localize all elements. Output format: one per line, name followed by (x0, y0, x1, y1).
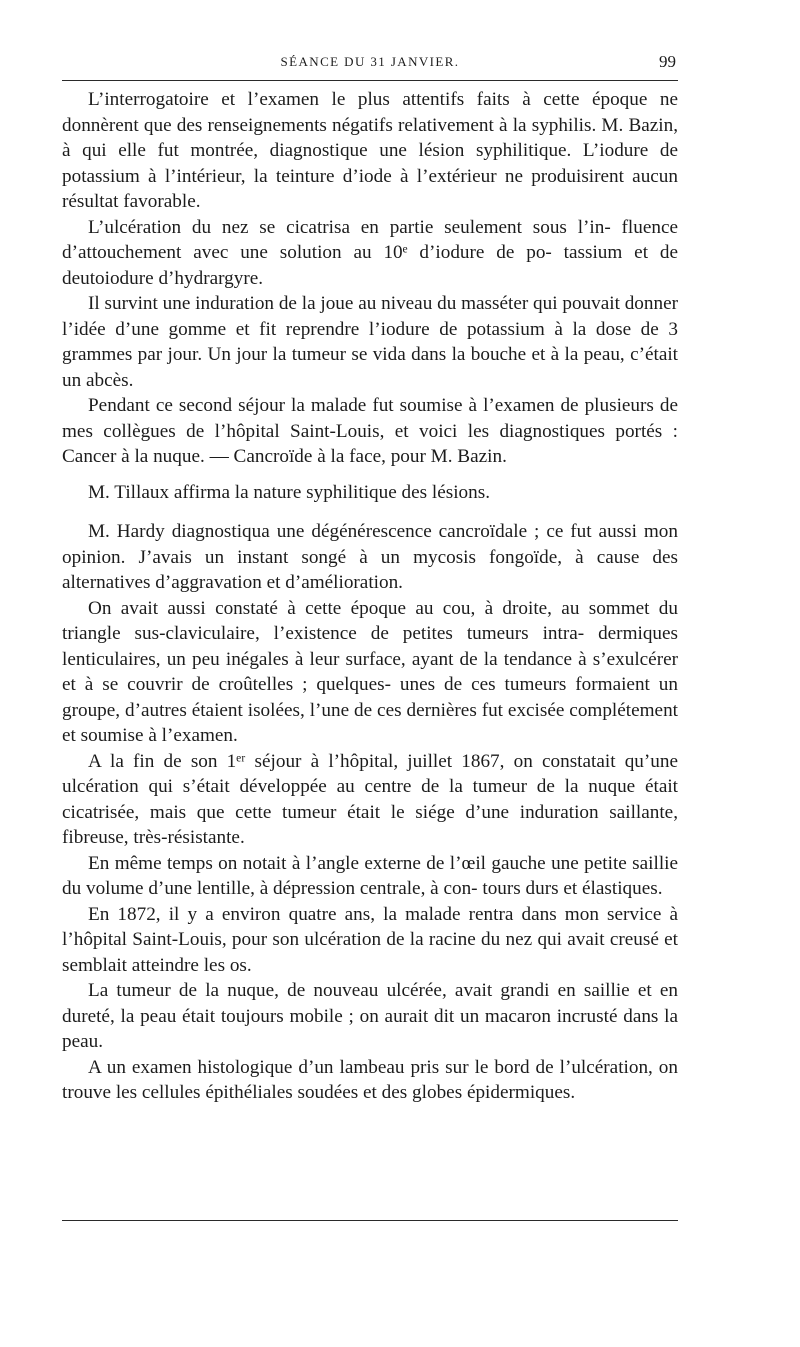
paragraph-10: En 1872, il y a environ quatre ans, la malade rentra dans mon service à l’hôpital Saint-Louis, pour son ulcération de la racine du nez qui avait creusé et semblait atteindre les os. (62, 903, 678, 976)
paragraph-11: La tumeur de la nuque, de nouveau ulcérée, avait grandi en saillie et en dureté, la peau était toujours mobile ; on aurait dit un macaron incrusté dans la peau. (62, 980, 678, 1052)
paragraph-5: M. Tillaux affirma la nature syphilitique des lésions. (88, 481, 491, 503)
paragraph-12: A un examen histologique d’un lambeau pris sur le bord de l’ulcération, on trouve les cellules épithéliales soudées et des globes épidermiques. (62, 1056, 678, 1103)
page (62, 48, 678, 1106)
paragraph-2: L’ulcération du nez se cicatrisa en partie seulement sous l’in- fluence d’attouchement avec une solution au 10ᵉ d’iodure de po- tassium et de deutoiodure d’hydrargyre. (62, 216, 678, 289)
running-head (62, 48, 678, 74)
paragraph-6: M. Hardy diagnostiqua une dégénérescence cancroïdale ; ce fut aussi mon opinion. J’avais un instant songé à un mycosis fongoïde, à cause des alternatives d’aggravation et d’amélioration. (62, 521, 678, 593)
header-rule (62, 80, 678, 81)
footer-rule (62, 1220, 678, 1221)
running-title: SÉANCE DU 31 JANVIER. (280, 54, 460, 69)
paragraph-9: En même temps on notait à l’angle externe de l’œil gauche une petite saillie du volume d’une lentille, à dépression centrale, à con- tours durs et élastiques. (62, 852, 678, 899)
paragraph-7: On avait aussi constaté à cette époque au cou, à droite, au sommet du triangle sus-claviculaire, l’existence de petites tumeurs intra- dermiques lenticulaires, un peu inégales à leur surface, ayant de la tendance à s’exulcérer et à se couvrir de croûtelles ; quelques- unes de ces tumeurs formaient un groupe, d’autres étaient isolées, l’une de ces dernières fut excisée complétement et soumise à l’examen. (62, 597, 678, 746)
paragraph-3: Il survint une induration de la joue au niveau du masséter qui pouvait donner l’idée d’une gomme et fit reprendre l’iodure de potassium à la dose de 3 grammes par jour. Un jour la tumeur se vida dans la bouche et à la peau, c’était un abcès. (62, 293, 678, 391)
page-number: 99 (659, 52, 676, 71)
paragraph-8: A la fin de son 1ᵉʳ séjour à l’hôpital, juillet 1867, on constatait qu’une ulcération qui s’était développée au centre de la tumeur de la nuque était cicatrisée, mais que cette tumeur était le siége d’une induration saillante, fibreuse, très-résistante. (62, 750, 678, 848)
paragraph-1: L’interrogatoire et l’examen le plus attentifs faits à cette époque ne donnèrent que des renseignements négatifs relativement à la syphilis. M. Bazin, à qui elle fut montrée, diagnostique une lésion syphilitique. L’iodure de potassium à l’intérieur, la teinture d’iode à l’extérieur ne produisirent aucun résultat favorable. (62, 89, 678, 212)
paragraph-4: Pendant ce second séjour la malade fut soumise à l’examen de plusieurs de mes collègues de l’hôpital Saint-Louis, et voici les diagnostiques portés : Cancer à la nuque. — Cancroïde à la face, pour M. Bazin. (62, 395, 678, 467)
